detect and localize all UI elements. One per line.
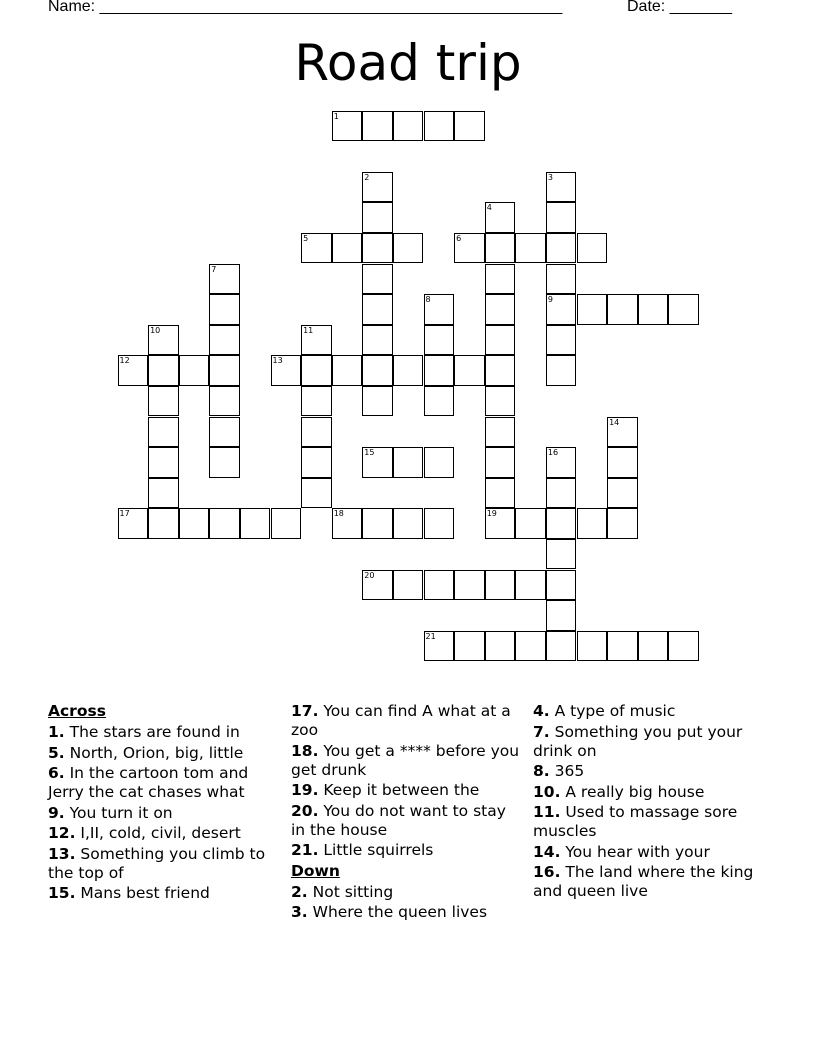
grid-cell[interactable] xyxy=(607,508,638,539)
clue-column-3 xyxy=(533,702,773,903)
grid-cell[interactable] xyxy=(424,355,455,386)
across-clue xyxy=(48,764,278,802)
grid-cell[interactable] xyxy=(362,508,393,539)
clue-number: 2. xyxy=(291,882,308,901)
clue-number: 8. xyxy=(533,762,550,780)
down-clues-part-2 xyxy=(533,702,773,901)
clue-text: Keep it between the xyxy=(318,781,480,799)
across-clue xyxy=(48,845,278,883)
clue-number: 10. xyxy=(533,782,561,801)
grid-cell[interactable] xyxy=(271,508,302,539)
grid-cell[interactable] xyxy=(485,264,516,295)
grid-cell[interactable] xyxy=(209,417,240,448)
grid-cell[interactable] xyxy=(332,355,363,386)
grid-cell[interactable] xyxy=(332,508,363,539)
grid-cell[interactable] xyxy=(301,386,332,417)
grid-cell[interactable] xyxy=(485,294,516,325)
down-clue xyxy=(291,883,521,902)
clue-text: You get a **** before you get drunk xyxy=(291,741,520,779)
cell-number: 15 xyxy=(364,448,375,458)
clue-text: You do not want to stay in the house xyxy=(291,801,506,839)
clue-text: A really big house xyxy=(560,782,705,801)
clue-text: Where the queen lives xyxy=(307,903,488,921)
clue-text: I,II, cold, civil, desert xyxy=(75,824,241,842)
across-clue xyxy=(291,841,521,860)
grid-cell[interactable] xyxy=(607,631,638,662)
grid-cell[interactable] xyxy=(362,325,393,356)
grid-cell[interactable] xyxy=(148,508,179,539)
clue-number: 12. xyxy=(48,824,76,842)
clue-number: 3. xyxy=(291,903,308,921)
grid-cell[interactable] xyxy=(424,508,455,539)
grid-cell[interactable] xyxy=(362,570,393,601)
across-clue xyxy=(48,824,278,843)
clue-column-2 xyxy=(291,702,521,924)
across-clue xyxy=(291,742,521,780)
grid-cell[interactable] xyxy=(424,570,455,601)
grid-cell[interactable] xyxy=(393,508,424,539)
grid-cell[interactable] xyxy=(118,355,149,386)
cell-number: 12 xyxy=(119,356,130,366)
cell-number: 11 xyxy=(303,325,314,335)
clue-text: The land where the king and queen live xyxy=(533,863,754,900)
grid-cell[interactable] xyxy=(424,386,455,417)
grid-cell[interactable] xyxy=(577,508,608,539)
clue-number: 19. xyxy=(291,781,319,799)
grid-cell[interactable] xyxy=(393,355,424,386)
cell-number: 2 xyxy=(364,172,370,182)
down-clue xyxy=(533,803,773,841)
cell-number: 14 xyxy=(609,417,620,427)
grid-cell[interactable] xyxy=(148,478,179,509)
grid-cell[interactable] xyxy=(209,447,240,478)
grid-cell[interactable] xyxy=(485,570,516,601)
cell-number: 20 xyxy=(364,570,375,580)
grid-cell[interactable] xyxy=(515,570,546,601)
grid-cell[interactable] xyxy=(118,508,149,539)
grid-cell[interactable] xyxy=(485,355,516,386)
clue-number: 13. xyxy=(48,844,76,863)
grid-cell[interactable] xyxy=(209,294,240,325)
grid-cell[interactable] xyxy=(362,111,393,142)
grid-cell[interactable] xyxy=(393,447,424,478)
clue-text: Mans best friend xyxy=(75,884,210,902)
grid-cell[interactable] xyxy=(546,233,577,264)
grid-cell[interactable] xyxy=(301,417,332,448)
grid-cell[interactable] xyxy=(362,294,393,325)
grid-cell[interactable] xyxy=(546,172,577,203)
grid-cell[interactable] xyxy=(515,233,546,264)
grid-cell[interactable] xyxy=(362,172,393,203)
clue-number: 9. xyxy=(48,803,65,822)
down-clue xyxy=(533,783,773,802)
clue-number: 17. xyxy=(291,702,319,720)
clue-text: Something you put your drink on xyxy=(533,722,743,760)
down-clue xyxy=(533,863,773,901)
grid-cell[interactable] xyxy=(148,325,179,356)
grid-cell[interactable] xyxy=(485,508,516,539)
clue-text: Little squirrels xyxy=(318,841,434,859)
across-clue xyxy=(48,744,278,763)
clue-text: A type of music xyxy=(549,702,676,720)
grid-cell[interactable] xyxy=(332,111,363,142)
clue-text: 365 xyxy=(549,762,585,780)
cell-number: 7 xyxy=(211,264,217,274)
cell-number: 4 xyxy=(486,203,492,213)
grid-cell[interactable] xyxy=(454,631,485,662)
name-label: Name: xyxy=(48,0,96,15)
across-clue xyxy=(48,723,278,742)
down-clue xyxy=(533,762,773,781)
across-clue xyxy=(291,702,521,740)
grid-cell[interactable] xyxy=(332,233,363,264)
grid-cell[interactable] xyxy=(546,539,577,570)
across-clue xyxy=(291,802,521,840)
grid-cell[interactable] xyxy=(668,631,699,662)
across-heading: Across xyxy=(48,702,106,720)
grid-cell[interactable] xyxy=(546,631,577,662)
grid-cell[interactable] xyxy=(179,355,210,386)
grid-cell[interactable] xyxy=(546,294,577,325)
grid-cell[interactable] xyxy=(209,508,240,539)
grid-cell[interactable] xyxy=(485,202,516,233)
cell-number: 8 xyxy=(425,295,431,305)
cell-number: 3 xyxy=(547,172,553,182)
grid-cell[interactable] xyxy=(638,631,669,662)
cell-number: 5 xyxy=(303,233,309,243)
grid-cell[interactable] xyxy=(485,417,516,448)
cell-number: 13 xyxy=(272,356,283,366)
clue-number: 4. xyxy=(533,702,550,720)
grid-cell[interactable] xyxy=(148,355,179,386)
page-title: Road trip xyxy=(294,34,522,92)
grid-cell[interactable] xyxy=(485,233,516,264)
grid-cell[interactable] xyxy=(424,294,455,325)
grid-cell[interactable] xyxy=(546,202,577,233)
down-clue xyxy=(533,702,773,721)
down-heading: Down xyxy=(291,861,340,880)
grid-cell[interactable] xyxy=(424,325,455,356)
grid-cell[interactable] xyxy=(515,631,546,662)
grid-cell[interactable] xyxy=(362,447,393,478)
grid-cell[interactable] xyxy=(209,386,240,417)
grid-cell[interactable] xyxy=(668,294,699,325)
grid-cell[interactable] xyxy=(546,478,577,509)
grid-cell[interactable] xyxy=(485,325,516,356)
grid-cell[interactable] xyxy=(515,508,546,539)
grid-cell[interactable] xyxy=(424,111,455,142)
grid-cell[interactable] xyxy=(240,508,271,539)
down-clue xyxy=(533,843,773,862)
clue-text: You can find A what at a zoo xyxy=(291,702,511,739)
grid-cell[interactable] xyxy=(485,478,516,509)
cell-number: 9 xyxy=(547,295,553,305)
across-clue xyxy=(48,804,278,823)
date-label: Date: xyxy=(627,0,666,15)
clue-number: 7. xyxy=(533,722,550,741)
grid-cell[interactable] xyxy=(179,508,210,539)
grid-cell[interactable] xyxy=(607,478,638,509)
grid-cell[interactable] xyxy=(577,233,608,264)
across-clues-part-1 xyxy=(48,723,278,903)
clue-number: 1. xyxy=(48,723,65,741)
clue-text: Used to massage sore muscles xyxy=(533,803,738,840)
grid-cell[interactable] xyxy=(546,508,577,539)
cell-number: 21 xyxy=(425,631,436,641)
grid-cell[interactable] xyxy=(362,202,393,233)
grid-cell[interactable] xyxy=(424,447,455,478)
grid-cell[interactable] xyxy=(362,355,393,386)
grid-cell[interactable] xyxy=(393,111,424,142)
clue-number: 6. xyxy=(48,764,65,782)
clue-text: You hear with your xyxy=(560,842,710,861)
cell-number: 6 xyxy=(456,233,462,243)
grid-cell[interactable] xyxy=(546,355,577,386)
grid-cell[interactable] xyxy=(424,631,455,662)
grid-cell[interactable] xyxy=(546,264,577,295)
across-clues-part-2 xyxy=(291,702,521,860)
grid-cell[interactable] xyxy=(209,264,240,295)
across-clue xyxy=(291,781,521,800)
across-clue xyxy=(48,884,278,903)
clue-text: The stars are found in xyxy=(64,723,240,741)
grid-cell[interactable] xyxy=(454,111,485,142)
grid-cell[interactable] xyxy=(301,355,332,386)
grid-cell[interactable] xyxy=(301,447,332,478)
grid-cell[interactable] xyxy=(148,447,179,478)
clue-number: 5. xyxy=(48,743,65,762)
grid-cell[interactable] xyxy=(301,478,332,509)
grid-cell[interactable] xyxy=(546,447,577,478)
grid-cell[interactable] xyxy=(393,570,424,601)
clue-number: 18. xyxy=(291,741,319,760)
clue-text: Not sitting xyxy=(307,882,394,901)
grid-cell[interactable] xyxy=(485,447,516,478)
date-blank[interactable]: _______ xyxy=(669,0,732,15)
grid-cell[interactable] xyxy=(454,355,485,386)
clue-column-1 xyxy=(48,702,278,905)
clue-number: 20. xyxy=(291,801,319,820)
clue-number: 11. xyxy=(533,803,561,821)
grid-cell[interactable] xyxy=(362,233,393,264)
grid-cell[interactable] xyxy=(577,631,608,662)
grid-cell[interactable] xyxy=(209,325,240,356)
cell-number: 19 xyxy=(486,509,497,519)
grid-cell[interactable] xyxy=(148,417,179,448)
clue-number: 15. xyxy=(48,884,76,902)
grid-cell[interactable] xyxy=(271,355,302,386)
down-clues-part-1 xyxy=(291,883,521,923)
grid-cell[interactable] xyxy=(546,570,577,601)
clue-text: You turn it on xyxy=(64,803,173,822)
grid-cell[interactable] xyxy=(546,600,577,631)
down-clue xyxy=(533,723,773,761)
grid-cell[interactable] xyxy=(485,631,516,662)
cell-number: 16 xyxy=(547,448,559,458)
cell-number: 1 xyxy=(333,111,339,121)
grid-cell[interactable] xyxy=(148,386,179,417)
clue-number: 14. xyxy=(533,842,561,861)
clue-text: Something you climb to the top of xyxy=(48,844,266,882)
grid-cell[interactable] xyxy=(209,355,240,386)
clue-text: North, Orion, big, little xyxy=(64,743,244,762)
grid-cell[interactable] xyxy=(485,386,516,417)
name-blank[interactable]: ____________________________________________________ xyxy=(99,0,563,15)
clue-number: 21. xyxy=(291,841,319,859)
clue-text: In the cartoon tom and Jerry the cat chases what xyxy=(48,764,249,801)
grid-cell[interactable] xyxy=(546,325,577,356)
grid-cell[interactable] xyxy=(301,325,332,356)
grid-cell[interactable] xyxy=(607,447,638,478)
grid-cell[interactable] xyxy=(577,294,608,325)
grid-cell[interactable] xyxy=(393,233,424,264)
grid-cell[interactable] xyxy=(362,386,393,417)
cell-number: 10 xyxy=(150,325,161,335)
grid-cell[interactable] xyxy=(638,294,669,325)
grid-cell[interactable] xyxy=(362,264,393,295)
grid-cell[interactable] xyxy=(607,417,638,448)
clue-number: 16. xyxy=(533,863,561,881)
cell-number: 17 xyxy=(119,509,130,519)
cell-number: 18 xyxy=(333,509,344,519)
down-clue xyxy=(291,903,521,922)
grid-cell[interactable] xyxy=(454,570,485,601)
grid-cell[interactable] xyxy=(454,233,485,264)
grid-cell[interactable] xyxy=(301,233,332,264)
grid-cell[interactable] xyxy=(607,294,638,325)
